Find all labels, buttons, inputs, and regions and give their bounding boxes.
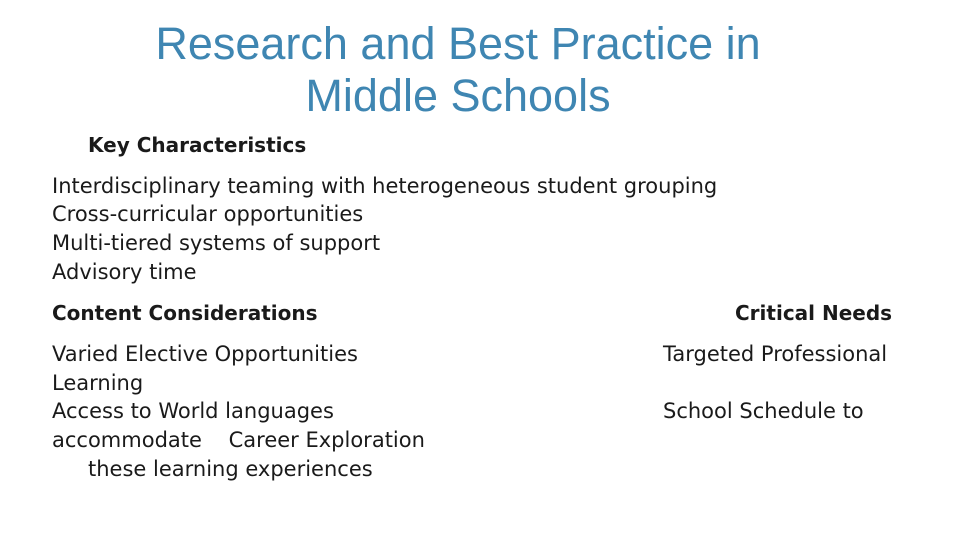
content-line-2: Learning	[52, 371, 144, 395]
content-line-1: Varied Elective Opportunities	[52, 342, 358, 366]
slide-title	[0, 18, 916, 122]
critical-needs-heading: Critical Needs	[735, 301, 893, 325]
content-line-3: Access to World languages	[52, 399, 334, 423]
title-line-2: Middle Schools	[305, 70, 611, 121]
key-item-2: Cross-curricular opportunities	[52, 202, 364, 226]
key-item-4: Advisory time	[52, 260, 197, 284]
critical-line-1: Targeted Professional	[663, 342, 888, 366]
title-line-1: Research and Best Practice in	[155, 18, 761, 69]
critical-line-2: School Schedule to	[663, 399, 864, 423]
key-characteristics-heading: Key Characteristics	[88, 133, 307, 157]
content-considerations-heading: Content Considerations	[52, 301, 318, 325]
key-item-3: Multi-tiered systems of support	[52, 231, 381, 255]
key-item-1: Interdisciplinary teaming with heterogeneous student grouping	[52, 174, 718, 198]
content-line-5: these learning experiences	[88, 457, 373, 481]
content-line-4: accommodate Career Exploration	[52, 428, 425, 452]
